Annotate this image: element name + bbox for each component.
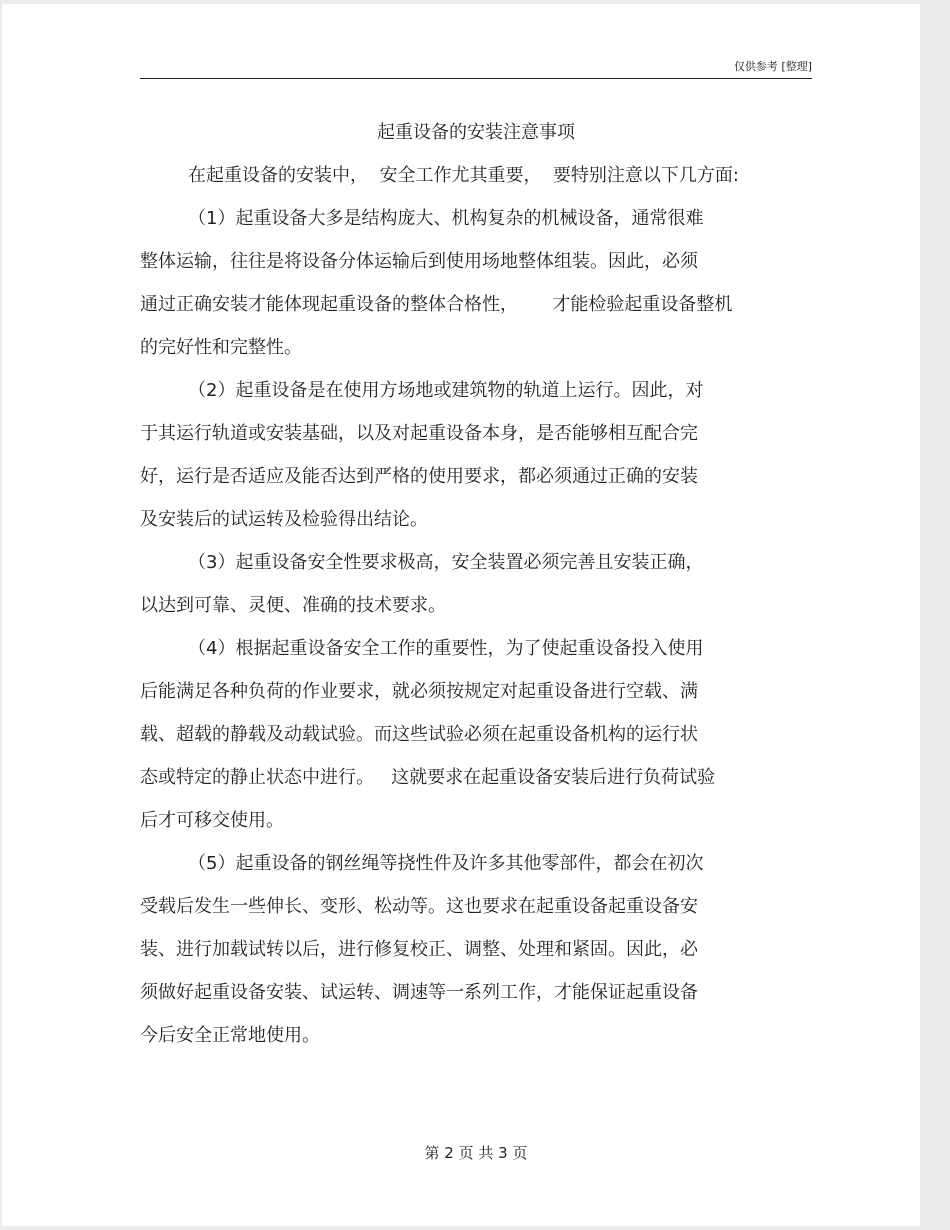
text-line: 好，运行是否适应及能否达到严格的使用要求，都必须通过正确的安装: [140, 466, 698, 487]
text-line: 装、进行加载试转以后，进行修复校正、调整、处理和紧固。因此，必: [140, 939, 698, 960]
text-line: 今后安全正常地使用。: [140, 1025, 320, 1046]
page-header: [140, 54, 812, 79]
text-line: 载、超载的静载及动载试验。而这些试验必须在起重设备机构的运行状: [140, 724, 698, 745]
text-line: （4）根据起重设备安全工作的重要性，为了使起重设备投入使用: [188, 638, 704, 659]
text-line: （5）起重设备的钢丝绳等挠性件及许多其他零部件，都会在初次: [188, 853, 704, 874]
document-title: 起重设备的安装注意事项: [377, 122, 575, 143]
text-line: 通过正确安装才能体现起重设备的整体合格性， 才能检验起重设备整机: [140, 294, 733, 315]
text-line: 后能满足各种负荷的作业要求，就必须按规定对起重设备进行空载、满: [140, 681, 698, 702]
page-footer: 第 2 页 共 3 页: [424, 1144, 528, 1162]
text-line: 于其运行轨道或安装基础，以及对起重设备本身，是否能够相互配合完: [140, 423, 698, 444]
text-line: 后才可移交使用。: [140, 810, 284, 831]
header-label: 仅供参考 [整理]: [733, 60, 812, 73]
text-line: 整体运输，往往是将设备分体运输后到使用场地整体组装。因此，必须: [140, 251, 698, 272]
text-line: 受载后发生一些伸长、变形、松动等。这也要求在起重设备起重设备安: [140, 896, 698, 917]
text-line: 态或特定的静止状态中进行。 这就要求在起重设备安装后进行负荷试验: [140, 767, 716, 788]
text-line: 及安装后的试运转及检验得出结论。: [140, 509, 428, 530]
text-line: 以达到可靠、灵便、准确的技术要求。: [140, 595, 446, 616]
text-line: 在起重设备的安装中， 安全工作尤其重要， 要特别注意以下几方面:: [188, 165, 739, 186]
document-page: [2, 4, 920, 1226]
text-line: 的完好性和完整性。: [140, 337, 302, 358]
text-line: （2）起重设备是在使用方场地或建筑物的轨道上运行。因此，对: [188, 380, 704, 401]
text-line: （1）起重设备大多是结构庞大、机构复杂的机械设备，通常很难: [188, 208, 704, 229]
text-line: 须做好起重设备安装、试运转、调速等一系列工作，才能保证起重设备: [140, 982, 698, 1003]
text-line: （3）起重设备安全性要求极高，安全装置必须完善且安装正确，: [188, 552, 704, 573]
document-body: [140, 154, 812, 1057]
